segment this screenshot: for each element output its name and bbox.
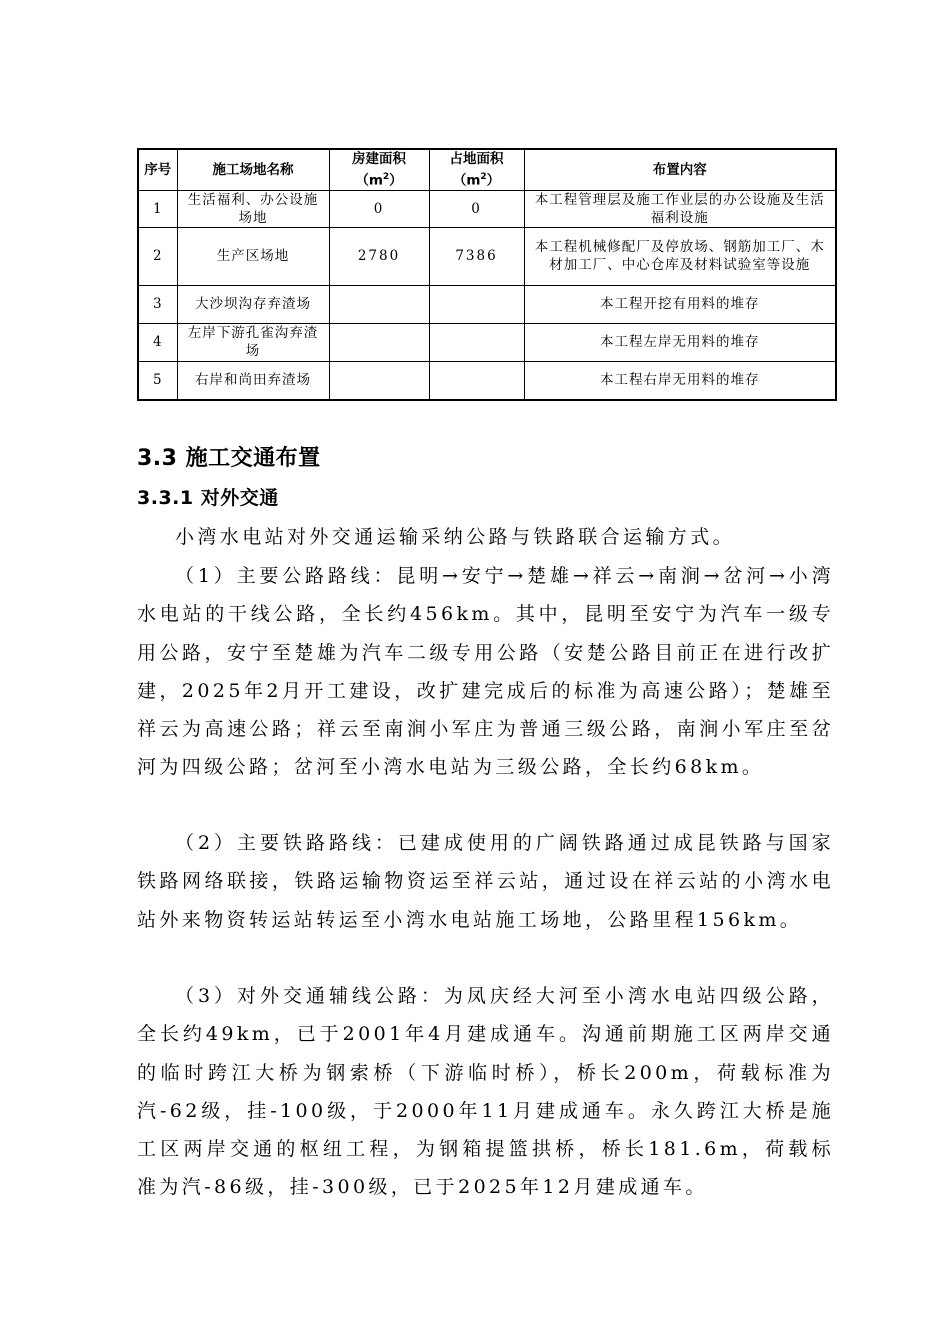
cell-building-area: 0 (329, 190, 429, 227)
cell-building-area (329, 285, 429, 323)
cell-layout-content: 本工程机械修配厂及停放场、钢筋加工厂、木材加工厂、中心仓库及材料试验室等设施 (524, 227, 836, 285)
table-header-row (138, 149, 836, 190)
cell-land-area (429, 285, 524, 323)
table-row (138, 190, 836, 227)
header-building-area: 房建面积 $(m^2)$ (329, 149, 429, 190)
cell-site-name: 左岸下游孔雀沟弃渣场 (177, 323, 329, 361)
building-area-unit: $(m^2)$ (355, 172, 403, 189)
site-layout-table (137, 148, 837, 401)
cell-site-name: 大沙坝沟存弃渣场 (177, 285, 329, 323)
cell-layout-content: 本工程开挖有用料的堆存 (524, 285, 836, 323)
cell-land-area (429, 323, 524, 361)
cell-building-area (329, 361, 429, 400)
cell-land-area (429, 361, 524, 400)
cell-seq: 2 (138, 227, 177, 285)
cell-land-area: 7386 (429, 227, 524, 285)
cell-seq: 3 (138, 285, 177, 323)
intro-paragraph: 小湾水电站对外交通运输采纳公路与铁路联合运输方式。 (175, 526, 736, 548)
cell-site-name: 生产区场地 (177, 227, 329, 285)
header-site-name: 施工场地名称 (177, 149, 329, 190)
section-heading: 3.3 施工交通布置 (137, 446, 321, 471)
cell-seq: 5 (138, 361, 177, 400)
subsection-heading: 3.3.1 对外交通 (137, 487, 279, 509)
highway-route-paragraph: （1）主要公路路线：昆明→安宁→楚雄→祥云→南涧→岔河→小湾水电站的干线公路，全长约456km。其中，昆明至安宁为汽车一级专用公路，安宁至楚雄为汽车二级专用公路（安楚公路目前正在进行改扩建，2025年2月开工建设，改扩建完成后的标准为高速公路）；楚雄至祥云为高速公路；祥云至南涧小军庄为普通三级公路，南涧小军庄至岔河为四级公路；岔河至小湾水电站为三级公路，全长约68km。 (137, 565, 834, 779)
cell-layout-content: 本工程左岸无用料的堆存 (524, 323, 836, 361)
cell-building-area (329, 323, 429, 361)
table-row (138, 285, 836, 323)
railway-route-paragraph: （2）主要铁路路线：已建成使用的广阔铁路通过成昆铁路与国家铁路网络联接，铁路运输物资运至祥云站，通过设在祥云站的小湾水电站外来物资转运站转运至小湾水电站施工场地，公路里程156km。 (137, 832, 834, 931)
table-row (138, 227, 836, 285)
auxiliary-road-paragraph: （3）对外交通辅线公路：为凤庆经大河至小湾水电站四级公路，全长约49km，已于2001年4月建成通车。沟通前期施工区两岸交通的临时跨江大桥为钢索桥（下游临时桥），桥长200m，荷载标准为汽-62级，挂-100级，于2000年11月建成通车。永久跨江大桥是施工区两岸交通的枢纽工程，为钢箱提篮拱桥，桥长181.6m，荷载标准为汽-86级，挂-300级，已于2025年12月建成通车。 (137, 985, 834, 1199)
header-seq: 序号 (138, 149, 177, 190)
table-row (138, 323, 836, 361)
table-row (138, 361, 836, 400)
cell-site-name: 右岸和尚田弃渣场 (177, 361, 329, 400)
cell-building-area: 2780 (329, 227, 429, 285)
cell-layout-content: 本工程管理层及施工作业层的办公设施及生活福利设施 (524, 190, 836, 227)
cell-layout-content: 本工程右岸无用料的堆存 (524, 361, 836, 400)
land-area-unit: $(m^2)$ (452, 172, 501, 189)
header-land-area: 占地面积 $(m^2)$ (429, 149, 524, 190)
cell-land-area: 0 (429, 190, 524, 227)
cell-seq: 1 (138, 190, 177, 227)
header-layout-content: 布置内容 (524, 149, 836, 190)
cell-seq: 4 (138, 323, 177, 361)
cell-site-name: 生活福利、办公设施场地 (177, 190, 329, 227)
